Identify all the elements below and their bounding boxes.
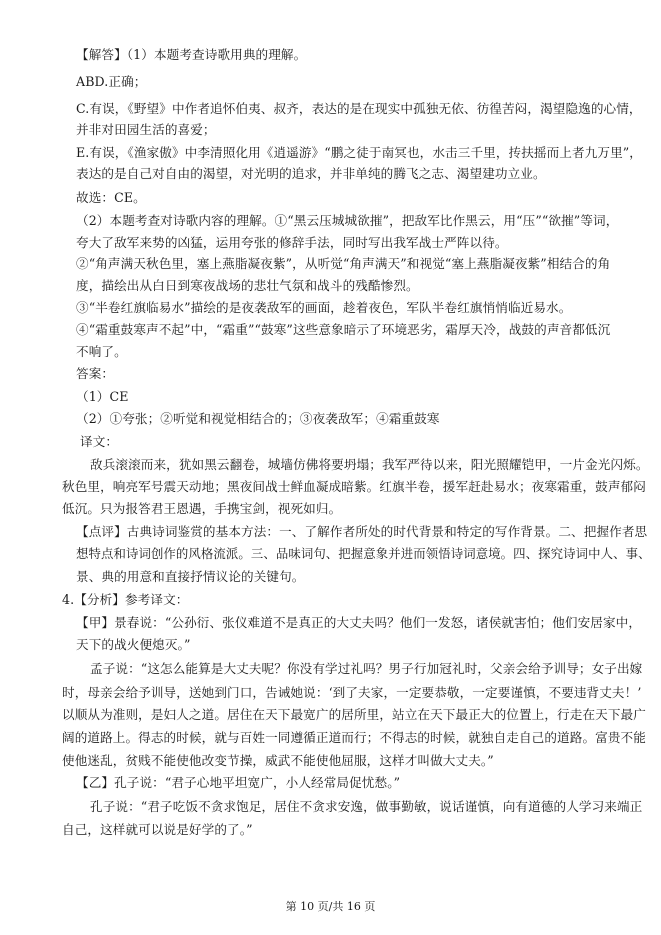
text-line: 想特点和诗词创作的风格流派。三、品味词句、把握意象并进而领悟诗词意境。四、探究诗词中人、事、 (76, 546, 651, 561)
text-line: 敌兵滚滚而来，犹如黑云翻卷，城墙仿佛将要坍塌；我军严待以来，阳光照耀铠甲，一片金光闪烁。 (90, 457, 649, 472)
text-line: 使他迷乱，贫贱不能使他改变节操，威武不能使他屈服，这样才叫做大丈夫。” (62, 753, 494, 768)
text-line: 秋色里，响亮军号震天动地；黑夜间战士鲜血凝成暗紫。红旗半卷，援军赶赴易水；夜寒霜重，鼓声郁闷 (62, 479, 646, 494)
text-line: 夸大了敌军来势的凶猛，运用夸张的修辞手法，同时写出我军战士严阵以待。 (76, 235, 508, 250)
text-line: 低沉。只为报答君王恩遇，手携宝剑，视死如归。 (62, 501, 342, 516)
text-line: ③“半卷红旗临易水”描绘的是夜袭敌军的画面，趁着夜色，军队半卷红旗悄悄临近易水。 (76, 300, 572, 315)
text-line: 表达的是自己对自由的渴望，对光明的追求，并非单纯的腾飞之志、渴望建功立业。 (76, 166, 546, 181)
text-line: 自己，这样就可以说是好学的了。” (62, 822, 253, 837)
text-line: 【乙】孔子说：“君子心地平坦宽广，小人经常局促忧愁。” (76, 775, 401, 790)
text-line: 故选：CE。 (76, 190, 146, 205)
text-line: 景、典的用意和直接抒情议论的关键句。 (76, 569, 305, 584)
text-line: ④“霜重鼓寒声不起”中，“霜重”“鼓寒”这些意象暗示了环境恶劣，霜厚天冷，战鼓的声音都低沉 (76, 322, 611, 337)
text-line: C.有误，《野望》中作者追怀伯夷、叔齐，表达的是在现实中孤独无依、彷徨苦闷，渴望隐逸的心情， (76, 101, 642, 116)
text-line: 答案： (76, 366, 115, 381)
text-line: ②“角声满天秋色里，塞上燕脂凝夜紫”，从听觉“角声满天”和视觉“塞上燕脂凝夜紫”相结合的角 (76, 256, 611, 271)
text-line: 度，描绘出从白日到寒夜战场的悲壮气氛和战斗的残酷惨烈。 (76, 278, 419, 293)
text-line: （2）①夸张；②听觉和视觉相结合的；③夜袭敌军；④霜重鼓寒 (76, 411, 440, 426)
text-line: E.有误，《渔家傲》中李清照化用《逍遥游》“鹏之徒于南冥也，水击三千里，抟扶摇而上者九万里”， (76, 145, 643, 160)
text-line: 【解答】（1）本题考查诗歌用典的理解。 (76, 47, 307, 62)
text-line: 孟子说：“这怎么能算是大丈夫呢？你没有学过礼吗？男子行加冠礼时，父亲会给予训导；女子出嫁 (90, 661, 643, 676)
page-number: 第 10 页/共 16 页 (285, 900, 376, 913)
text-line: 并非对田园生活的喜爱； (76, 122, 216, 137)
text-line: 以顺从为准则，是妇人之道。居住在天下最宽广的居所里，站立在天下最正大的位置上，行走在天下最广 (62, 707, 646, 722)
text-line: （1）CE (76, 389, 129, 404)
text-line: 译文： (80, 434, 119, 449)
text-line: 【点评】古典诗词鉴赏的基本方法：一、了解作者所处的时代背景和特定的写作背景。二、把握作者思 (76, 524, 648, 539)
text-line: 不响了。 (76, 344, 127, 359)
text-line: 天下的战火便熄灭。” (76, 637, 191, 652)
text-line: 孔子说：“君子吃饭不贪求饱足，居住不贪求安逸，做事勤敏，说话谨慎，向有道德的人学习来端正 (90, 799, 643, 814)
text-line: 【甲】景春说：“公孙衍、张仪难道不是真正的大丈夫吗？他们一发怒，诸侯就害怕；他们安居家中， (76, 615, 642, 630)
text-line: 时，母亲会给予训导，送她到门口，告诫她说：‘到了夫家，一定要恭敬，一定要谨慎，不要违背丈夫！’ (62, 685, 642, 700)
text-line: （2）本题考查对诗歌内容的理解。①“黑云压城城欲摧”，把敌军比作黑云，用“压”“欲摧”等词， (76, 213, 619, 228)
text-line: 阔的道路上。得志的时候，就与百姓一同遵循正道而行；不得志的时候，就独自走自己的道路。富贵不能 (62, 730, 646, 745)
text-line: ABD.正确； (76, 74, 147, 89)
text-line: 4.【分析】参考译文： (62, 592, 189, 607)
